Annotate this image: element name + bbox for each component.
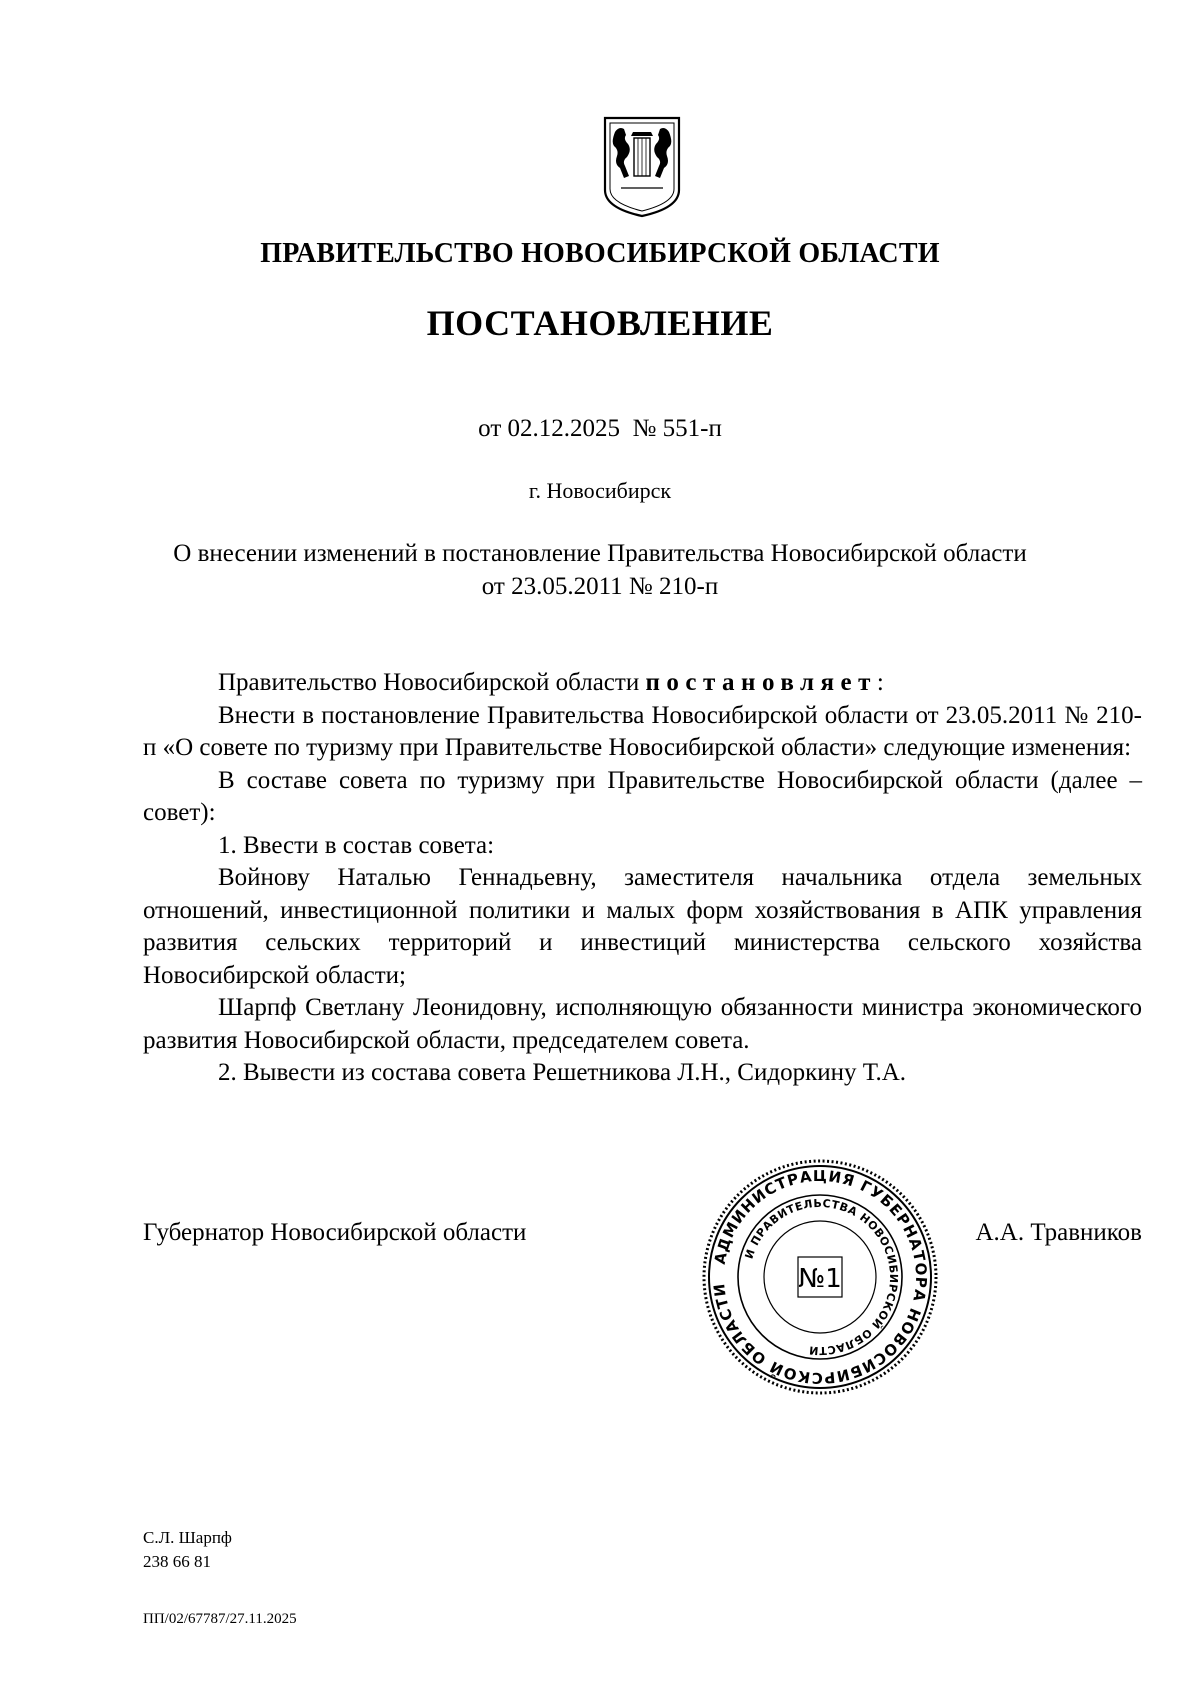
coat-of-arms-emblem [601,112,683,220]
executor-name: С.Л. Шарпф [143,1528,232,1547]
document-date-number: от 02.12.2025 № 551-п [478,415,722,442]
document-city: г. Новосибирск [528,478,672,503]
document-subject [0,537,1200,603]
body-paragraph-1: Внести в постановление Правительства Новосибирской области от 23.05.2011 № 210-п «О совете по туризму при Правительстве Новосибирской области» следующие изменения: [143,701,1142,761]
stamp-number: №1 [798,1264,842,1294]
document-type-title: ПОСТАНОВЛЕНИЕ [426,303,774,343]
body-paragraph-3: 1. Ввести в состав совета: [218,831,495,859]
signer-title: Губернатор Новосибирской области [143,1219,527,1246]
intro-prefix: Правительство Новосибирской области [218,669,646,696]
stamp-outer-text: АДМИНИСТРАЦИЯ ГУБЕРНАТОРА НОВОСИБИРСКОЙ ОБЛАСТИ [710,1166,931,1388]
body-paragraph-6: 2. Вывести из состава совета Решетникова Л.Н., Сидоркину Т.А. [218,1059,907,1086]
intro-suffix: : [876,669,884,696]
body-intro [143,667,1142,700]
body-paragraph-4: Войнову Наталью Геннадьевну, заместителя начальника отдела земельных отношений, инвестиционной политики и малых форм хозяйствования в АПК управления развития сельских территорий и инвестиций министерства сельского хозяйства Новосибирской области; [143,864,1142,989]
signer-name: А.А. Травников [975,1219,1142,1246]
document-body [143,667,1142,1090]
document-code: ПП/02/67787/27.11.2025 [143,1611,297,1627]
executor-phone: 238 66 81 [143,1552,211,1571]
body-paragraph-2: В составе совета по туризму при Правительстве Новосибирской области (далее – совет): [143,766,1142,826]
subject-line-2: от 23.05.2011 № 210-п [481,573,719,600]
subject-line-1: О внесении изменений в постановление Правительства Новосибирской области [173,540,1027,567]
official-stamp [700,1157,940,1397]
intro-keyword: постановляет [645,669,877,696]
body-paragraph-5: Шарпф Светлану Леонидовну, исполняющую обязанности министра экономического развития Новосибирской области, председателем совета. [143,994,1142,1054]
executor-block [143,1526,232,1574]
organization-name: ПРАВИТЕЛЬСТВО НОВОСИБИРСКОЙ ОБЛАСТИ [260,238,940,269]
stamp-inner-text: И ПРАВИТЕЛЬСТВА НОВОСИБИРСКОЙ ОБЛАСТИ [742,1196,901,1358]
